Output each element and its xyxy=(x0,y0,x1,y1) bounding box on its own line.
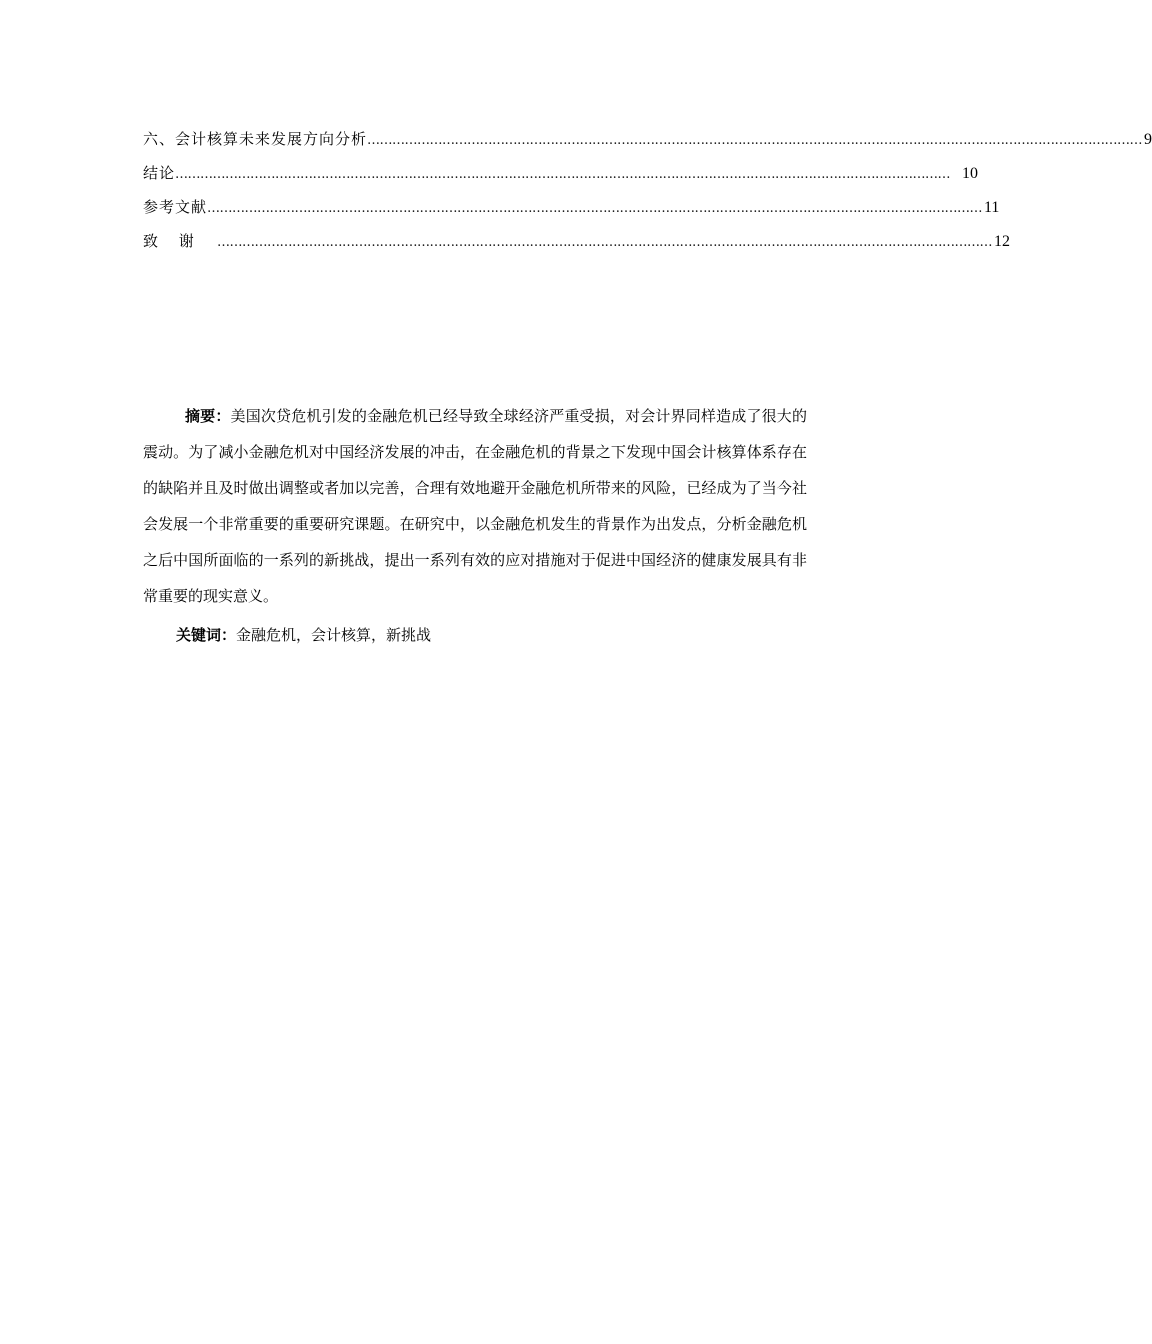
toc-entry[interactable] xyxy=(143,224,1010,258)
keywords-line xyxy=(176,620,806,650)
abstract-label: 摘要： xyxy=(185,407,231,425)
toc-dot-leader: …………………………………………………………………………………………………………………………………………………………………… xyxy=(175,167,951,182)
toc-entry-title: 参考文献 xyxy=(143,198,208,216)
toc-entry[interactable] xyxy=(143,122,1152,156)
keywords-label: 关键词： xyxy=(176,626,237,644)
toc-entry-page: 12 xyxy=(994,233,1010,250)
abstract-text: 美国次贷危机引发的金融危机已经导致全球经济严重受损，对会计界同样造成了很大的震动。为了减小金融危机对中国经济发展的冲击，在金融危机的背景之下发现中国会计核算体系存在的缺陷并且及时做出调整或者加以完善，合理有效地避开金融危机所带来的风险，已经成为了当今社会发展一个非常重要的重要研究课题。在研究中，以金融危机发生的背景作为出发点，分析金融危机之后中国所面临的一系列的新挑战，提出一系列有效的应对措施对于促进中国经济的健康发展具有非常重要的现实意义。 xyxy=(143,407,807,605)
abstract-paragraph xyxy=(143,398,807,614)
toc-entry[interactable] xyxy=(143,156,979,190)
toc-dot-leader: …………………………………………………………………………………………………………………………………………………………………… xyxy=(367,133,1143,148)
table-of-contents xyxy=(143,122,1152,258)
toc-dot-leader: …………………………………………………………………………………………………………………………………………………………………… xyxy=(207,201,983,216)
keywords-text: 金融危机，会计核算，新挑战 xyxy=(236,626,432,644)
toc-entry-title: 结论 xyxy=(143,164,176,182)
toc-entry[interactable] xyxy=(143,190,1000,224)
toc-entry-title: 致 谢 xyxy=(143,232,202,250)
toc-entry-page: 10 xyxy=(962,165,979,182)
toc-entry-page: 9 xyxy=(1144,131,1152,148)
toc-entry-page: 11 xyxy=(984,199,1000,216)
toc-entry-title: 六、会计核算未来发展方向分析 xyxy=(143,130,368,148)
toc-dot-leader: …………………………………………………………………………………………………………………………………………………………………… xyxy=(217,235,992,250)
